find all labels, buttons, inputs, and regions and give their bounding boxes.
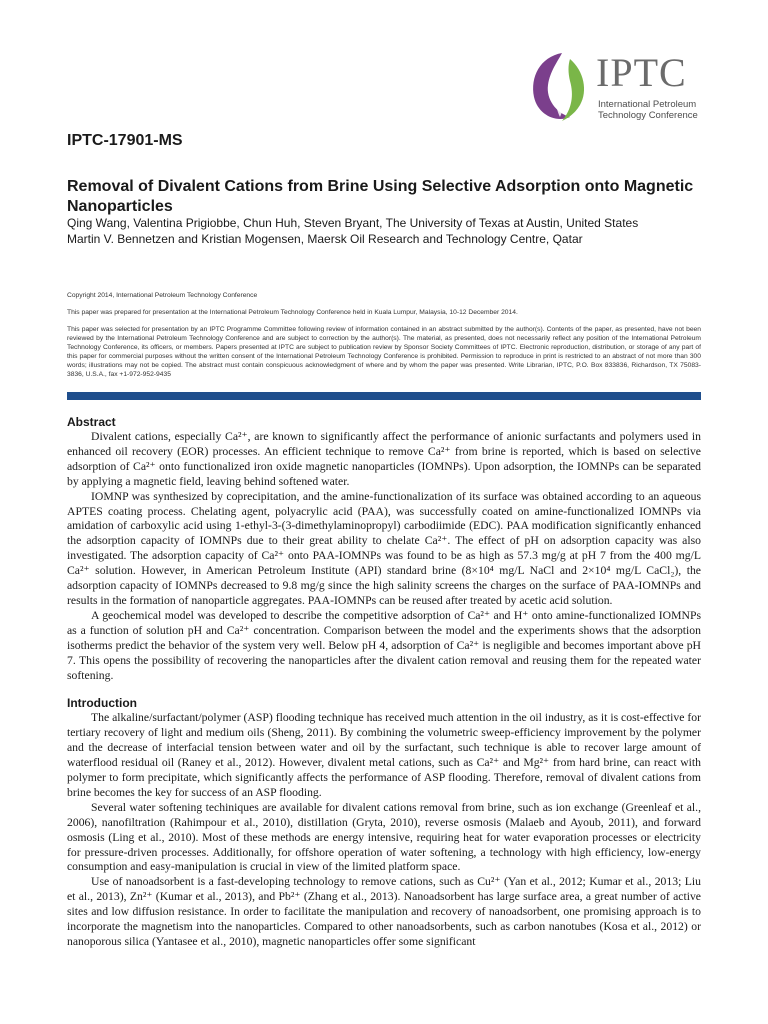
logo-line1: International Petroleum	[598, 99, 697, 110]
abstract-paragraph-1: Divalent cations, especially Ca²⁺, are known to significantly affect the performance of anionic surfactants and polymers used in enhanced oil recovery (EOR) processes. An efficient technique to remove Ca²⁺ from brine is reported, which is based on selective adsorption of Ca²⁺ onto functionalized iron oxide magnetic nanoparticles (IOMNPs). Upon adsorption, the IOMNPs can be separated by applying a magnetic field, leaving behind softened water.	[67, 430, 701, 488]
author-list	[67, 215, 727, 247]
copyright-notice	[67, 291, 701, 387]
abstract-paragraph-2: IOMNP was synthesized by coprecipitation, and the amine-functionalization of its surface was obtained according to an aqueous APTES coating process. Chelating agent, polyacrylic acid (PAA), was successfully coated on amine-functionalized IOMNPs via amidation of carboxylic acid using 1-ethyl-3-(3-dimethylaminopropyl) carbodiimide (EDC). PAA modification significantly enhanced the adsorption capacity of IOMNPs due to their great ability to chelate Ca²⁺. The effect of pH on adsorption capacity was also investigated. The adsorption capacity of Ca²⁺ onto PAA-IOMNPs was found to be as high as 57.3 mg/g at pH 7 from the 400 mg/L Ca²⁺ solution. However, in American Petroleum Institute (API) standard brine (8×10⁴ mg/L NaCl and 2×10⁴ mg/L CaCl₂), the adsorption capacity of IOMNPs decreased to 9.8 mg/g since the high salinity screens the charges on the surface of PAA-IOMNPs and results in the formation of nanoparticle aggregates. PAA-IOMNPs can be reused after treated by acetic acid solution.	[67, 489, 701, 607]
introduction-paragraph-1: The alkaline/surfactant/polymer (ASP) flooding technique has received much attention in the oil industry, as it is cost-effective for tertiary recovery of light and medium oils (Sheng, 2011). By combining the volumetric sweep-efficiency improvement by the polymer and the decrease of interfacial tension between water and oil by the surfactant, such technique is able to recover large amount of waterflood residual oil (Raney et al., 2012). However, divalent metal cations, such as Ca²⁺ and Mg²⁺ from hard brine, can react with polymer to form precipitate, which significantly affects the performance of ASP flooding. Therefore, removal of divalent cations from brine becomes the key for success of an ASP flooding.	[67, 711, 701, 799]
logo-line2: Technology Conference	[598, 110, 698, 121]
logo-subtitle	[598, 99, 698, 121]
flame-icon	[526, 47, 592, 127]
introduction-paragraph-2: Several water softening techiniques are available for divalent cations removal from brine, such as ion exchange (Greenleaf et al., 2006), nanofiltration (Rahimpour et al., 2010), distillation (Gryta, 2010), reverse osmosis (Malaeb and Ayoub, 2011), and forward osmosis (Ling et al., 2010). Most of these methods are energy intensive, requiring heat for water evaporation processes or electricity for pressure-driven processes. Additionally, for offshore operation of water softening, a technology with high efficiency, low-energy consumption and easy-manipulation is crucial in view of the limited platform space.	[67, 800, 701, 874]
copyright-line: Copyright 2014, International Petroleum Technology Conference	[67, 292, 258, 299]
abstract-paragraph-3: A geochemical model was developed to describe the competitive adsorption of Ca²⁺ and H⁺ onto amine-functionalized IOMNPs as a function of solution pH and Ca²⁺ concentration. Comparison between the model and the experiments shows that the adsorption isotherms predict the behavior of the system very well. Below pH 4, adsorption of Ca²⁺ is negligible and becomes important above pH 7. This opens the possibility of recovering the nanoparticles after the divalent cation removal and reusing them for the repeated water softening.	[67, 608, 701, 682]
paper-title: Removal of Divalent Cations from Brine Using Selective Adsorption onto Magnetic Nanoparticles	[67, 178, 694, 215]
presentation-note: This paper was prepared for presentation at the International Petroleum Technology Conference held in Kuala Lumpur, Malaysia, 10-12 December 2014.	[67, 309, 518, 316]
selection-disclaimer: This paper was selected for presentation by an IPTC Programme Committee following review of information contained in an abstract submitted by the author(s). Contents of the paper, as presented, have not been reviewed by the International Petroleum Technology Conference and are subject to correction by the author(s). The material, as presented, does not necessarily reflect any position of the International Petroleum Technology Conference, its officers, or members. Papers presented at IPTC are subject to publication review by Sponsor Society Committees of IPTC. Electronic reproduction, distribution, or storage of any part of this paper for commercial purposes without the written consent of the International Petroleum Technology Conference is prohibited. Permission to reproduce in print is restricted to an abstract of not more than 300 words; illustrations may not be copied. The abstract must contain conspicuous acknowledgment of where and by whom the paper was presented. Write Librarian, IPTC, P.O. Box 833836, Richardson, TX 75083-3836, U.S.A., fax +1-972-952-9435	[67, 326, 701, 378]
logo-acronym: IPTC	[596, 50, 687, 95]
authors-line-1: Qing Wang, Valentina Prigiobbe, Chun Huh, Steven Bryant, The University of Texas at Austin, United States	[67, 216, 639, 230]
introduction-heading: Introduction	[67, 696, 137, 711]
authors-line-2: Martin V. Bennetzen and Kristian Mogensen, Maersk Oil Research and Technology Centre, Qatar	[67, 232, 583, 246]
abstract-heading: Abstract	[67, 415, 116, 429]
iptc-logo	[526, 47, 716, 127]
paper-body	[67, 414, 701, 950]
paper-id: IPTC-17901-MS	[67, 132, 183, 149]
section-divider-rule	[67, 392, 701, 400]
introduction-paragraph-3: Use of nanoadsorbent is a fast-developing technology to remove cations, such as Cu²⁺ (Yan et al., 2012; Kumar et al., 2013; Liu et al., 2013), Zn²⁺ (Kumar et al., 2013), and Pb²⁺ (Zhang et al., 2013). Nanoadsorbent has large surface area, a great number of active sites and low diffusion resistance. In order to facilitate the manipulation and recovery of nanoadsorbent, one promising approach is to incorporate the magnetism into the nanoparticles. Compared to other nanoadsorbents, such as carbon nanotubes (Kosa et al., 2012) or nanoporous silica (Yantasee et al., 2010), magnetic nanoparticles offer some significant	[67, 875, 701, 948]
